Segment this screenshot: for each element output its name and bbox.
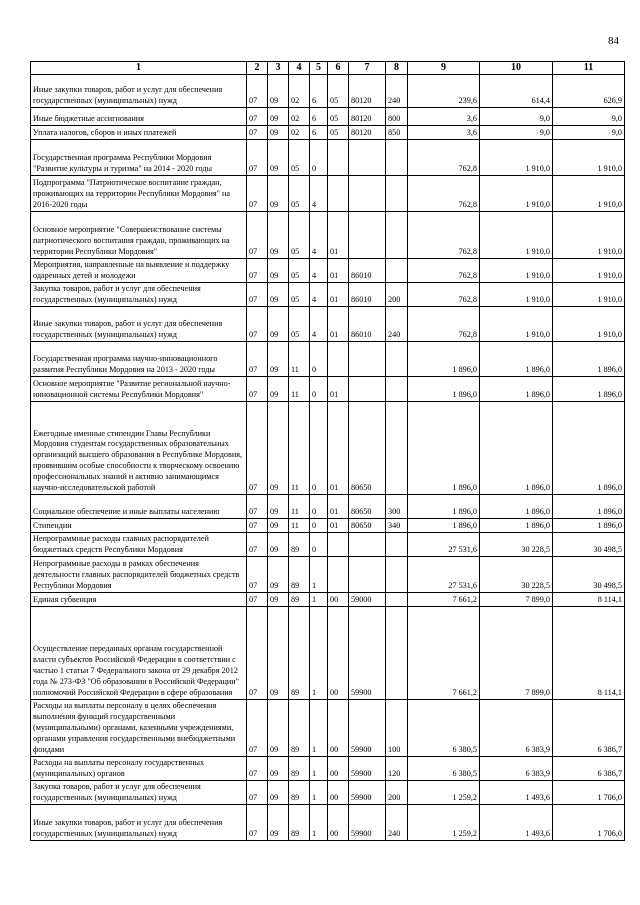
expense-type-code: 800: [386, 108, 408, 126]
section-code: 07: [247, 495, 268, 519]
direction-code: 86010: [349, 307, 386, 342]
table-row: [31, 307, 625, 342]
section-code: 07: [247, 402, 268, 495]
measure-code: 01: [328, 519, 349, 533]
subprogram-code: 0: [310, 519, 328, 533]
table-row: [31, 377, 625, 402]
program-code: 11: [289, 402, 310, 495]
measure-code: 00: [328, 781, 349, 805]
direction-code: 80650: [349, 495, 386, 519]
amount-year-3: 626,9: [553, 75, 625, 108]
subsection-code: 09: [268, 757, 289, 781]
subprogram-code: 0: [310, 140, 328, 176]
measure-code: 00: [328, 593, 349, 607]
table-row: [31, 126, 625, 140]
measure-code: 01: [328, 212, 349, 259]
table-row: [31, 700, 625, 757]
expense-type-code: [386, 593, 408, 607]
direction-code: 59900: [349, 805, 386, 841]
measure-code: 01: [328, 377, 349, 402]
column-header: 2: [247, 62, 268, 75]
table-body: [31, 75, 625, 841]
table-row: [31, 259, 625, 283]
amount-year-3: 1 896,0: [553, 495, 625, 519]
program-code: 89: [289, 533, 310, 557]
column-header: 4: [289, 62, 310, 75]
amount-year-3: 8 114,1: [553, 607, 625, 700]
expense-name: Основное мероприятие "Совершенствование системы патриотического воспитания граждан, проживающих на территории Республики Мордовия": [31, 212, 247, 259]
amount-year-1: 1 259,2: [408, 805, 480, 841]
measure-code: 01: [328, 259, 349, 283]
expense-name: Подпрограмма "Патриотическое воспитание граждан, проживающих на территории Республики Мордовия" на 2016-2020 годы: [31, 176, 247, 212]
table-row: [31, 607, 625, 700]
amount-year-3: 9,0: [553, 108, 625, 126]
direction-code: 80120: [349, 126, 386, 140]
amount-year-3: 8 114,1: [553, 593, 625, 607]
amount-year-1: 1 896,0: [408, 495, 480, 519]
expense-name: Государственная программа научно-инновационного развития Республики Мордовия на 2013 - 2020 годы: [31, 342, 247, 377]
direction-code: [349, 377, 386, 402]
subprogram-code: 1: [310, 607, 328, 700]
measure-code: [328, 140, 349, 176]
amount-year-1: 7 661,2: [408, 607, 480, 700]
column-header: 1: [31, 62, 247, 75]
table-row: [31, 805, 625, 841]
subsection-code: 09: [268, 495, 289, 519]
direction-code: 59900: [349, 700, 386, 757]
measure-code: 00: [328, 700, 349, 757]
amount-year-1: 6 380,5: [408, 757, 480, 781]
expense-name: Иные закупки товаров, работ и услуг для обеспечения государственных (муниципальных) нужд: [31, 805, 247, 841]
subsection-code: 09: [268, 402, 289, 495]
expense-type-code: 240: [386, 307, 408, 342]
expense-name: Государственная программа Республики Мордовия "Развитие культуры и туризма" на 2014 - 2020 годы: [31, 140, 247, 176]
table-row: [31, 212, 625, 259]
expense-type-code: [386, 402, 408, 495]
program-code: 05: [289, 176, 310, 212]
direction-code: 80650: [349, 519, 386, 533]
amount-year-1: 6 380,5: [408, 700, 480, 757]
section-code: 07: [247, 557, 268, 593]
subprogram-code: 0: [310, 402, 328, 495]
section-code: 07: [247, 607, 268, 700]
amount-year-1: 762,8: [408, 259, 480, 283]
amount-year-1: 762,8: [408, 176, 480, 212]
amount-year-3: 6 386,7: [553, 700, 625, 757]
direction-code: 80120: [349, 108, 386, 126]
table-row: [31, 176, 625, 212]
subprogram-code: 4: [310, 212, 328, 259]
amount-year-1: 1 896,0: [408, 342, 480, 377]
direction-code: [349, 212, 386, 259]
amount-year-2: 1 910,0: [480, 212, 553, 259]
subsection-code: 09: [268, 805, 289, 841]
program-code: 89: [289, 757, 310, 781]
measure-code: 01: [328, 283, 349, 307]
direction-code: 86010: [349, 283, 386, 307]
section-code: 07: [247, 593, 268, 607]
table-row: [31, 342, 625, 377]
direction-code: [349, 176, 386, 212]
measure-code: 05: [328, 108, 349, 126]
expense-type-code: [386, 557, 408, 593]
expense-name: Ежегодные именные стипендии Главы Республики Мордовия студентам государственных образовательных организаций высшего образования в Республике Мордовия, проявившим особые способности к творческому освоению профессиональных знаний и активно занимающимся научно-исследовательской работой: [31, 402, 247, 495]
expense-name: Уплата налогов, сборов и иных платежей: [31, 126, 247, 140]
expense-type-code: 240: [386, 805, 408, 841]
program-code: 89: [289, 593, 310, 607]
subsection-code: 09: [268, 212, 289, 259]
amount-year-2: 1 493,6: [480, 781, 553, 805]
program-code: 11: [289, 495, 310, 519]
subprogram-code: 1: [310, 593, 328, 607]
amount-year-1: 27 531,6: [408, 557, 480, 593]
measure-code: [328, 557, 349, 593]
amount-year-3: 30 498,5: [553, 533, 625, 557]
amount-year-3: 30 498,5: [553, 557, 625, 593]
amount-year-3: 1 910,0: [553, 140, 625, 176]
program-code: 11: [289, 342, 310, 377]
amount-year-1: 1 259,2: [408, 781, 480, 805]
section-code: 07: [247, 176, 268, 212]
section-code: 07: [247, 259, 268, 283]
expense-name: Мероприятия, направленные на выявление и поддержку одаренных детей и молодежи: [31, 259, 247, 283]
subprogram-code: 6: [310, 108, 328, 126]
amount-year-2: 614,4: [480, 75, 553, 108]
section-code: 07: [247, 212, 268, 259]
section-code: 07: [247, 805, 268, 841]
expense-type-code: 200: [386, 283, 408, 307]
table-header-row: [31, 62, 625, 75]
amount-year-1: 7 661,2: [408, 593, 480, 607]
amount-year-1: 762,8: [408, 283, 480, 307]
amount-year-3: 6 386,7: [553, 757, 625, 781]
table-row: [31, 108, 625, 126]
direction-code: 59900: [349, 781, 386, 805]
direction-code: [349, 140, 386, 176]
table-row: [31, 557, 625, 593]
amount-year-2: 1 896,0: [480, 402, 553, 495]
subprogram-code: 0: [310, 495, 328, 519]
subprogram-code: 4: [310, 283, 328, 307]
subsection-code: 09: [268, 108, 289, 126]
measure-code: [328, 533, 349, 557]
subprogram-code: 1: [310, 781, 328, 805]
amount-year-2: 9,0: [480, 108, 553, 126]
table-row: [31, 495, 625, 519]
expense-type-code: 340: [386, 519, 408, 533]
expense-name: Непрограммные расходы в рамках обеспечения деятельности главных распорядителей бюджетных средств Республики Мордовия: [31, 557, 247, 593]
amount-year-2: 9,0: [480, 126, 553, 140]
measure-code: 00: [328, 805, 349, 841]
program-code: 89: [289, 700, 310, 757]
expense-name: Расходы на выплаты персоналу в целях обеспечения выполнения функций государственными (муниципальными) органами, казенными учреждениями, органами управления государственными внебюджетными фондами: [31, 700, 247, 757]
amount-year-1: 762,8: [408, 307, 480, 342]
direction-code: [349, 557, 386, 593]
subsection-code: 09: [268, 593, 289, 607]
subsection-code: 09: [268, 342, 289, 377]
expense-name: Осуществление переданных органам государственной власти субъектов Российской Федерации в соответствии с частью 1 статьи 7 Федерального закона от 29 декабря 2012 года № 273-ФЗ "Об образовании в Российской Федерации" полномочий Российской Федерации в сфере образования: [31, 607, 247, 700]
expense-type-code: [386, 212, 408, 259]
column-header: 5: [310, 62, 328, 75]
subprogram-code: 0: [310, 342, 328, 377]
table-row: [31, 75, 625, 108]
measure-code: 00: [328, 607, 349, 700]
page-number: 84: [608, 35, 619, 47]
subsection-code: 09: [268, 283, 289, 307]
subsection-code: 09: [268, 259, 289, 283]
amount-year-1: 1 896,0: [408, 402, 480, 495]
measure-code: 01: [328, 402, 349, 495]
amount-year-2: 1 896,0: [480, 377, 553, 402]
table-row: [31, 519, 625, 533]
table-row: [31, 402, 625, 495]
column-header: 7: [349, 62, 386, 75]
amount-year-3: 1 910,0: [553, 283, 625, 307]
table-row: [31, 533, 625, 557]
expense-name: Стипендии: [31, 519, 247, 533]
column-header: 8: [386, 62, 408, 75]
expense-name: Основное мероприятие "Развитие региональной научно-инновационной системы Республики Мордовия": [31, 377, 247, 402]
subprogram-code: 0: [310, 533, 328, 557]
program-code: 05: [289, 259, 310, 283]
table-row: [31, 283, 625, 307]
amount-year-2: 1 896,0: [480, 342, 553, 377]
amount-year-1: 762,8: [408, 140, 480, 176]
table-row: [31, 140, 625, 176]
amount-year-1: 3,6: [408, 108, 480, 126]
table-row: [31, 757, 625, 781]
expense-type-code: 120: [386, 757, 408, 781]
expense-name: Иные закупки товаров, работ и услуг для обеспечения государственных (муниципальных) нужд: [31, 75, 247, 108]
amount-year-3: 1 896,0: [553, 377, 625, 402]
table-row: [31, 593, 625, 607]
subprogram-code: 6: [310, 75, 328, 108]
subsection-code: 09: [268, 781, 289, 805]
amount-year-1: 239,6: [408, 75, 480, 108]
measure-code: [328, 176, 349, 212]
measure-code: 01: [328, 495, 349, 519]
section-code: 07: [247, 108, 268, 126]
amount-year-3: 1 910,0: [553, 259, 625, 283]
amount-year-2: 1 910,0: [480, 259, 553, 283]
subsection-code: 09: [268, 307, 289, 342]
subsection-code: 09: [268, 607, 289, 700]
measure-code: [328, 342, 349, 377]
amount-year-1: 762,8: [408, 212, 480, 259]
amount-year-2: 7 899,0: [480, 593, 553, 607]
program-code: 89: [289, 781, 310, 805]
amount-year-3: 1 910,0: [553, 307, 625, 342]
expense-type-code: [386, 342, 408, 377]
expense-type-code: [386, 140, 408, 176]
expense-name: Социальное обеспечение и иные выплаты населению: [31, 495, 247, 519]
expense-type-code: [386, 176, 408, 212]
expense-type-code: [386, 533, 408, 557]
subprogram-code: 4: [310, 259, 328, 283]
section-code: 07: [247, 377, 268, 402]
expense-type-code: [386, 259, 408, 283]
column-header: 9: [408, 62, 480, 75]
amount-year-2: 6 383,9: [480, 757, 553, 781]
amount-year-1: 1 896,0: [408, 519, 480, 533]
amount-year-3: 1 910,0: [553, 176, 625, 212]
section-code: 07: [247, 757, 268, 781]
subsection-code: 09: [268, 126, 289, 140]
section-code: 07: [247, 75, 268, 108]
program-code: 89: [289, 557, 310, 593]
program-code: 89: [289, 607, 310, 700]
subsection-code: 09: [268, 557, 289, 593]
expense-name: Непрограммные расходы главных распорядителей бюджетных средств Республики Мордовия: [31, 533, 247, 557]
direction-code: [349, 342, 386, 377]
expense-type-code: [386, 607, 408, 700]
section-code: 07: [247, 307, 268, 342]
measure-code: 05: [328, 126, 349, 140]
program-code: 05: [289, 283, 310, 307]
section-code: 07: [247, 283, 268, 307]
expense-type-code: 240: [386, 75, 408, 108]
subsection-code: 09: [268, 519, 289, 533]
section-code: 07: [247, 781, 268, 805]
expense-name: Единая субвенция: [31, 593, 247, 607]
amount-year-2: 7 899,0: [480, 607, 553, 700]
section-code: 07: [247, 700, 268, 757]
program-code: 05: [289, 140, 310, 176]
subprogram-code: 4: [310, 307, 328, 342]
section-code: 07: [247, 126, 268, 140]
column-header: 11: [553, 62, 625, 75]
expense-type-code: [386, 377, 408, 402]
amount-year-2: 1 493,6: [480, 805, 553, 841]
measure-code: 01: [328, 307, 349, 342]
direction-code: [349, 533, 386, 557]
column-header: 3: [268, 62, 289, 75]
subprogram-code: 1: [310, 805, 328, 841]
section-code: 07: [247, 519, 268, 533]
amount-year-2: 1 910,0: [480, 283, 553, 307]
amount-year-3: 1 706,0: [553, 781, 625, 805]
amount-year-3: 1 896,0: [553, 402, 625, 495]
subsection-code: 09: [268, 377, 289, 402]
expense-name: Иные закупки товаров, работ и услуг для обеспечения государственных (муниципальных) нужд: [31, 307, 247, 342]
subsection-code: 09: [268, 75, 289, 108]
amount-year-2: 1 896,0: [480, 519, 553, 533]
program-code: 02: [289, 75, 310, 108]
subsection-code: 09: [268, 533, 289, 557]
program-code: 89: [289, 805, 310, 841]
subsection-code: 09: [268, 700, 289, 757]
direction-code: 86010: [349, 259, 386, 283]
budget-table: [30, 61, 625, 841]
column-header: 6: [328, 62, 349, 75]
table-row: [31, 781, 625, 805]
expense-name: Закупка товаров, работ и услуг для обеспечения государственных (муниципальных) нужд: [31, 781, 247, 805]
amount-year-1: 27 531,6: [408, 533, 480, 557]
program-code: 05: [289, 307, 310, 342]
program-code: 02: [289, 108, 310, 126]
direction-code: 59900: [349, 757, 386, 781]
subprogram-code: 6: [310, 126, 328, 140]
expense-type-code: 850: [386, 126, 408, 140]
subsection-code: 09: [268, 140, 289, 176]
program-code: 11: [289, 377, 310, 402]
direction-code: 80120: [349, 75, 386, 108]
measure-code: 00: [328, 757, 349, 781]
section-code: 07: [247, 533, 268, 557]
expense-name: Иные бюджетные ассигнования: [31, 108, 247, 126]
section-code: 07: [247, 140, 268, 176]
amount-year-2: 6 383,9: [480, 700, 553, 757]
amount-year-1: 3,6: [408, 126, 480, 140]
direction-code: 59000: [349, 593, 386, 607]
section-code: 07: [247, 342, 268, 377]
amount-year-2: 1 910,0: [480, 140, 553, 176]
subprogram-code: 1: [310, 700, 328, 757]
direction-code: 59900: [349, 607, 386, 700]
amount-year-2: 1 896,0: [480, 495, 553, 519]
amount-year-1: 1 896,0: [408, 377, 480, 402]
expense-type-code: 200: [386, 781, 408, 805]
measure-code: 05: [328, 75, 349, 108]
expense-name: Закупка товаров, работ и услуг для обеспечения государственных (муниципальных) нужд: [31, 283, 247, 307]
subsection-code: 09: [268, 176, 289, 212]
program-code: 11: [289, 519, 310, 533]
direction-code: 80650: [349, 402, 386, 495]
amount-year-3: 1 896,0: [553, 342, 625, 377]
expense-type-code: 100: [386, 700, 408, 757]
subprogram-code: 1: [310, 757, 328, 781]
program-code: 02: [289, 126, 310, 140]
subprogram-code: 0: [310, 377, 328, 402]
expense-name: Расходы на выплаты персоналу государственных (муниципальных) органов: [31, 757, 247, 781]
amount-year-3: 1 706,0: [553, 805, 625, 841]
amount-year-3: 1 896,0: [553, 519, 625, 533]
program-code: 05: [289, 212, 310, 259]
expense-type-code: 300: [386, 495, 408, 519]
amount-year-2: 30 228,5: [480, 557, 553, 593]
amount-year-2: 30 228,5: [480, 533, 553, 557]
subprogram-code: 1: [310, 557, 328, 593]
amount-year-2: 1 910,0: [480, 176, 553, 212]
amount-year-3: 1 910,0: [553, 212, 625, 259]
amount-year-2: 1 910,0: [480, 307, 553, 342]
amount-year-3: 9,0: [553, 126, 625, 140]
column-header: 10: [480, 62, 553, 75]
subprogram-code: 4: [310, 176, 328, 212]
